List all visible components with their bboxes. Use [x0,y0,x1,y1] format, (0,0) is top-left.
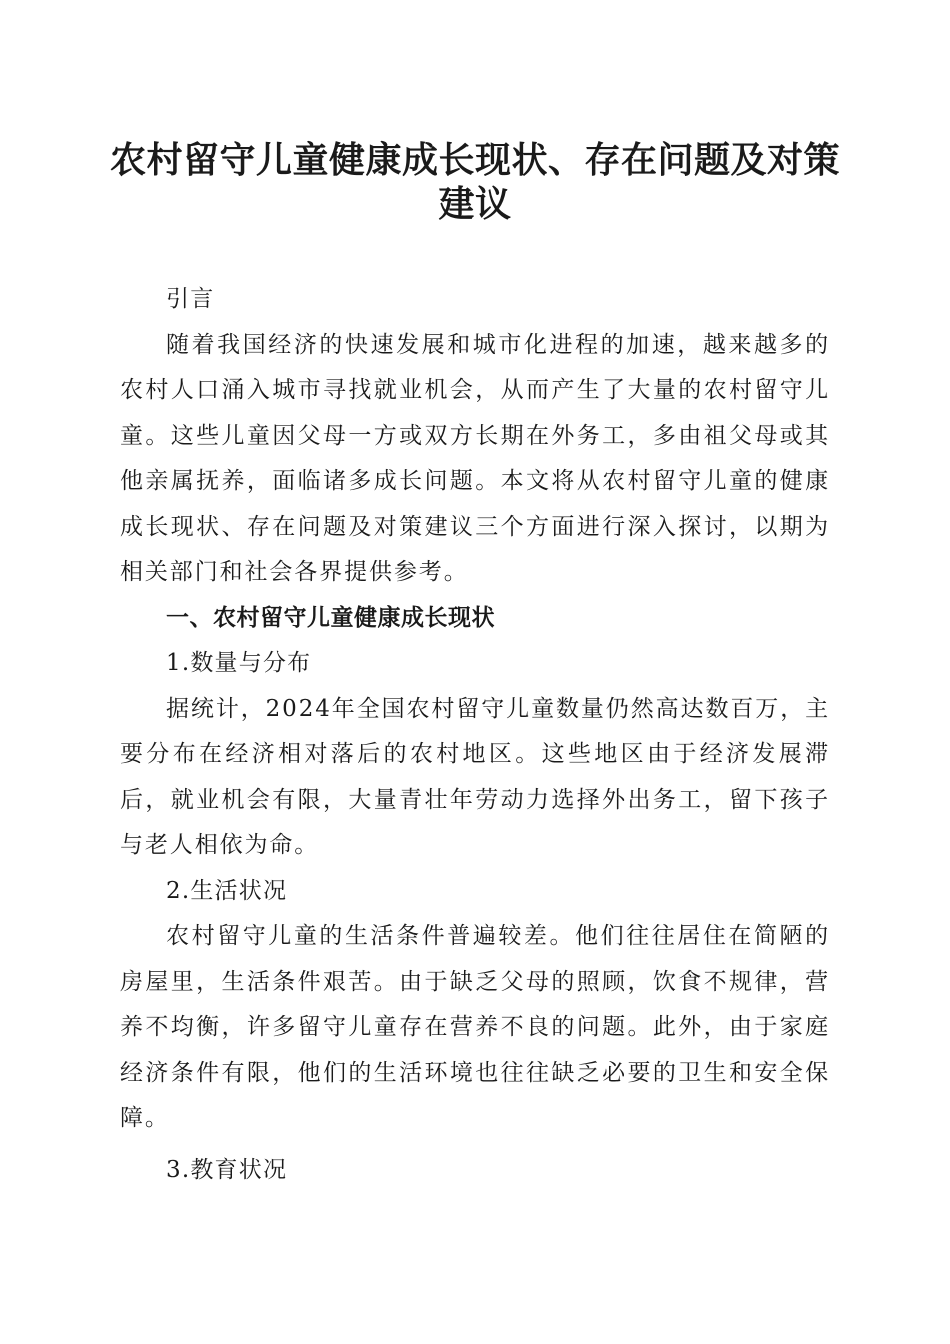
document-title [110,138,840,226]
subsection-1-heading: 1.数量与分布 [166,650,312,676]
title-line-1: 农村留守儿童健康成长现状、存在问题及对策 [110,139,841,181]
document-body [120,277,830,1193]
intro-paragraph: 随着我国经济的快速发展和城市化进程的加速，越来越多的农村人口涌入城市寻找就业机会，从而产生了大量的农村留守儿童。这些儿童因父母一方或双方长期在外务工，多由祖父母或其他亲属抚养，面临诸多成长问题。本文将从农村留守儿童的健康成长现状、存在问题及对策建议三个方面进行深入探讨，以期为相关部门和社会各界提供参考。 [120,331,830,585]
subsection-2-paragraph: 农村留守儿童的生活条件普遍较差。他们往往居住在简陋的房屋里，生活条件艰苦。由于缺乏父母的照顾，饮食不规律，营养不均衡，许多留守儿童存在营养不良的问题。此外，由于家庭经济条件有限，他们的生活环境也往往缺乏必要的卫生和安全保障。 [120,923,830,1131]
subsection-1-paragraph: 据统计，2024年全国农村留守儿童数量仍然高达数百万，主要分布在经济相对落后的农村地区。这些地区由于经济发展滞后，就业机会有限，大量青壮年劳动力选择外出务工，留下孩子与老人相依为命。 [120,695,830,858]
intro-label: 引言 [166,286,215,312]
subsection-3-heading: 3.教育状况 [166,1156,288,1183]
subsection-2-heading: 2.生活状况 [166,877,288,904]
title-line-2: 建议 [438,183,512,225]
section-1-heading: 一、农村留守儿童健康成长现状 [166,604,495,631]
